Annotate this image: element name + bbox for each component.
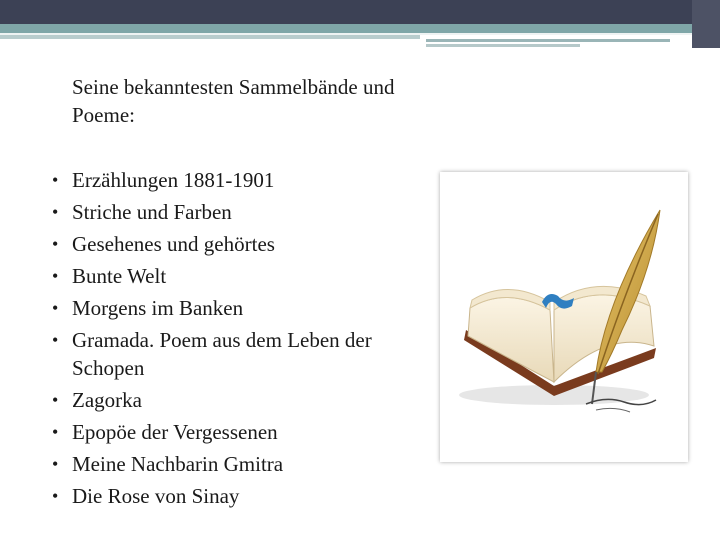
list-item: • Bunte Welt [52, 264, 167, 288]
list-item: • Morgens im Banken [52, 296, 244, 320]
header-light-band [0, 35, 420, 39]
list-item: • Striche und Farben [52, 200, 232, 224]
book-quill-picture [440, 172, 688, 462]
header-top-band [0, 0, 720, 24]
list-item: • Gesehenes und gehörtes [52, 232, 275, 256]
header-corner-tab [692, 0, 720, 48]
header-teal-band [0, 24, 692, 33]
works-list [52, 166, 402, 514]
slide-subtitle: Seine bekanntesten Sammelbände und Poeme: [72, 75, 395, 127]
header-accent-line-short [426, 44, 580, 47]
list-item: • Gramada. Poem aus dem Leben der Schopen [52, 328, 372, 380]
list-item: • Meine Nachbarin Gmitra [52, 452, 284, 476]
list-item: • Die Rose von Sinay [52, 484, 240, 508]
header-accent-line [426, 39, 670, 42]
list-item: • Zagorka [52, 388, 142, 412]
list-item: • Erzählungen 1881-1901 [52, 168, 275, 192]
open-book-with-quill-icon [446, 190, 682, 440]
list-item: • Epopöe der Vergessenen [52, 420, 278, 444]
